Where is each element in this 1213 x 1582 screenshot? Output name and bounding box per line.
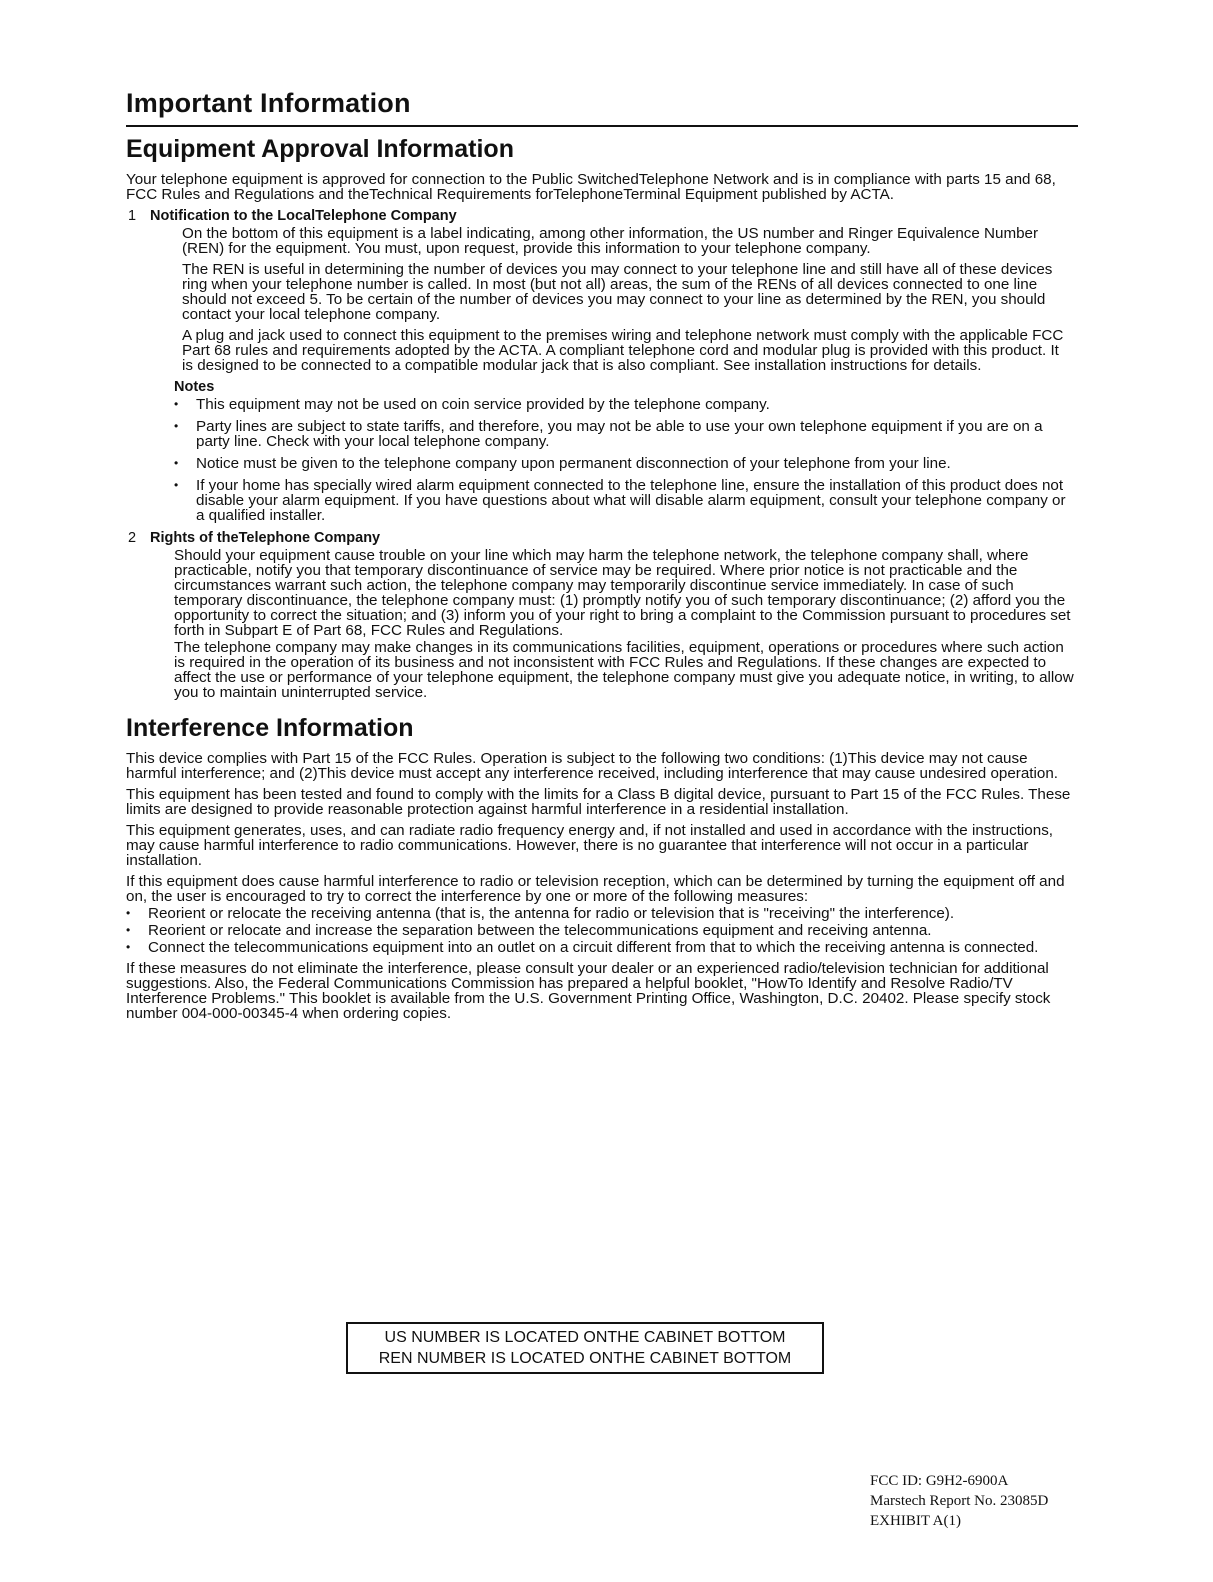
measures-list [126, 906, 1074, 955]
list-item: • Party lines are subject to state tariffs, and therefore, you may not be able to use your own telephone equipment if you are on a party line. Check with your local telephone company. [174, 419, 1074, 449]
section-title: Rights of theTelephone Company [150, 529, 381, 546]
title-rule [126, 125, 1078, 127]
section-rights [126, 530, 1074, 700]
paragraph: On the bottom of this equipment is a label indicating, among other information, the US number and Ringer Equivalence Number (REN) for the equipment. You must, upon request, provide this information to your telephone company. [182, 224, 1039, 257]
fcc-exhibit-stamp [870, 1471, 1048, 1531]
closing-paragraph: If these measures do not eliminate the interference, please consult your dealer or an experienced radio/television technician for additional suggestions. Also, the Federal Communications Commission has prepared a helpful booklet, "HowTo Identify and Resolve Radio/TV Interference Problems." This booklet is available from the U.S. Government Printing Office, Washington, D.C. 20402. Please specify stock number 004-000-00345-4 when ordering copies. [126, 959, 1051, 1022]
notes-title: Notes [174, 378, 215, 395]
paragraph: Should your equipment cause trouble on your line which may harm the telephone network, the telephone company shall, where practicable, notify you that temporary discontinuance of service may be required. Where prior notice is not practicable and the circumstances warrant such action, the telephone company may temporarily discontinue service immediately. In case of such temporary discontinuance, the telephone company must: (1) promptly notify you of such temporary discontinuance; (2) afford you the opportunity to correct the situation; and (3) inform you of your right to bring a complaint to the Commission pursuant to procedures set forth in Subpart E of Part 68, FCC Rules and Regulations. [174, 546, 1071, 639]
section-notification [126, 208, 1074, 523]
section-text [150, 226, 1074, 373]
section-title: Notification to the LocalTelephone Company [150, 207, 457, 224]
section-text [150, 548, 1074, 700]
list-item: • If your home has specially wired alarm equipment connected to the telephone line, ensure the installation of this product does not disable your alarm equipment. If you have questions about what will disable alarm equipment, consult your telephone company or a qualified installer. [174, 478, 1074, 523]
equipment-heading: Equipment Approval Information [126, 135, 514, 164]
document-body [126, 88, 1074, 1027]
section-number: 2 [128, 529, 137, 546]
paragraph: This equipment has been tested and found to comply with the limits for a Class B digital device, pursuant to Part 15 of the FCC Rules. These limits are designed to provide reasonable protection against harmful interference in a residential installation. [126, 785, 1071, 818]
ren-number-notice: REN NUMBER IS LOCATED ONTHE CABINET BOTTOM [378, 1350, 792, 1367]
list-item: • Notice must be given to the telephone company upon permanent disconnection of your telephone from your line. [174, 456, 1074, 471]
exhibit-label: EXHIBIT A(1) [870, 1513, 961, 1529]
report-number: Marstech Report No. 23085D [870, 1493, 1049, 1509]
page-title: Important Information [126, 88, 411, 118]
paragraph: This device complies with Part 15 of the FCC Rules. Operation is subject to the following two conditions: (1)This device may not cause harmful interference; and (2)This device must accept any interference received, including interference that may cause undesired operation. [126, 749, 1058, 782]
us-number-notice: US NUMBER IS LOCATED ONTHE CABINET BOTTOM [384, 1329, 786, 1346]
interference-heading: Interference Information [126, 713, 414, 742]
notes-list [150, 397, 1074, 523]
list-item: • This equipment may not be used on coin service provided by the telephone company. [174, 397, 1074, 412]
fcc-id: FCC ID: G9H2-6900A [870, 1473, 1009, 1489]
list-item: • Reorient or relocate the receiving antenna (that is, the antenna for radio or television that is "receiving" the interference). [126, 906, 1074, 921]
paragraph: If this equipment does cause harmful interference to radio or television reception, which can be determined by turning the equipment off and on, the user is encouraged to try to correct the interference by one or more of the following measures: [126, 872, 1065, 905]
paragraph: The telephone company may make changes in its communications facilities, equipment, operations or procedures where such action is required in the operation of its business and not inconsistent with FCC Rules and Regulations. If these changes are expected to affect the use or performance of your telephone equipment, the telephone company must give you adequate notice, in writing, to allow you to maintain uninterrupted service. [174, 638, 1074, 701]
equipment-intro: Your telephone equipment is approved for connection to the Public SwitchedTelephone Network and is in compliance with parts 15 and 68, FCC Rules and Regulations and theTechnical Requirements forTelephoneTerminal Equipment published by ACTA. [126, 170, 1056, 203]
list-item: • Reorient or relocate and increase the separation between the telecommunications equipment and receiving antenna. [126, 923, 1074, 938]
list-item: • Connect the telecommunications equipment into an outlet on a circuit different from that to which the receiving antenna is connected. [126, 940, 1074, 955]
paragraph: A plug and jack used to connect this equipment to the premises wiring and telephone network must comply with the applicable FCC Part 68 rules and requirements adopted by the ACTA. A compliant telephone cord and modular plug is provided with this product. It is designed to be connected to a compatible modular jack that is also compliant. See installation instructions for details. [182, 326, 1064, 374]
paragraph: This equipment generates, uses, and can radiate radio frequency energy and, if not installed and used in accordance with the instructions, may cause harmful interference to radio communications. However, there is no guarantee that interference will not occur in a particular installation. [126, 821, 1054, 869]
section-number: 1 [128, 207, 137, 224]
paragraph: The REN is useful in determining the number of devices you may connect to your telephone line and still have all of these devices ring when your telephone number is called. In most (but not all) areas, the sum of the RENs of all devices connected to one line should not exceed 5. To be certain of the number of devices you may connect to your line as determined by the REN, you should contact your local telephone company. [182, 260, 1053, 323]
location-notice-box [346, 1322, 824, 1374]
